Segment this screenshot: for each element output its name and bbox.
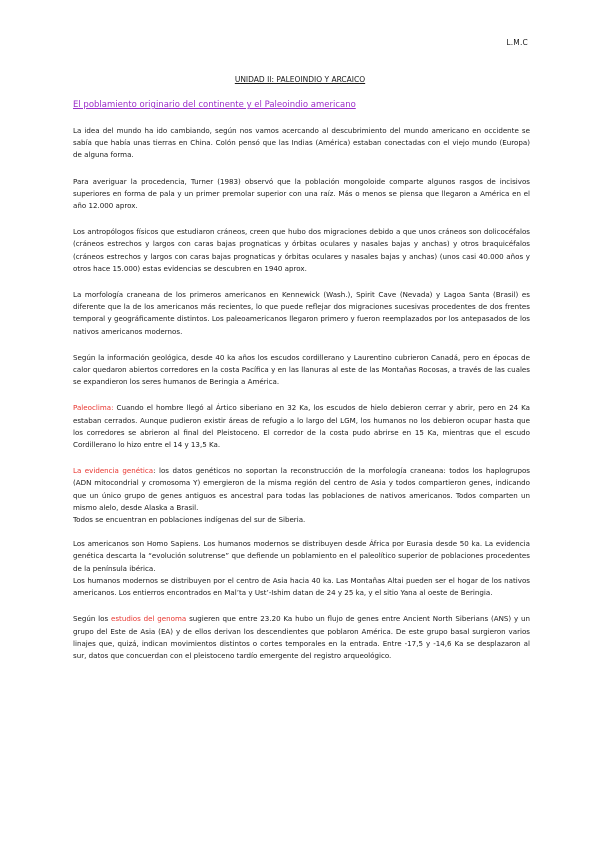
paragraph-geology: Según la información geológica, desde 40 ka años los escudos cordillerano y Laurentino cubrieron Canadá, pero en épocas de calor quedaron abiertos corredores en la costa Pacífica y en las llanuras al este de las Montañas Rocosas, a través de las cuales se expandieron los seres humanos de Beringia a América. xyxy=(73,352,530,387)
homo-sapiens-text: Los americanos son Homo Sapiens. Los humanos modernos se distribuyen desde África por Eurasia desde 50 ka. La evidencia genética descarta la “evolución solutrense” que defiende un poblamiento en el paleolítico superior de poblaciones procedentes de la península ibérica. xyxy=(73,539,530,573)
paragraph-morphology: La morfología craneana de los primeros americanos en Kennewick (Wash.), Spirit Cave (Nevada) y Lagoa Santa (Brasil) es diferente que la de los americanos más recientes, lo que puede reflejar dos migraciones sucesivas procedentes de dos frentes temporal y geográficamente distintos. Los paleoamericanos llegaron primero y fueron reemplazados por los antepasados de los nativos americanos modernos. xyxy=(73,290,530,336)
paragraph-homo-sapiens xyxy=(73,538,530,599)
unit-title: UNIDAD II: PALEOINDIO Y ARCAICO xyxy=(234,75,366,84)
genome-pre-text: Según los xyxy=(73,614,111,624)
paragraph-craniums: Los antropólogos físicos que estudiaron cráneos, creen que hubo dos migraciones debido a que unos cráneos son dolicocéfalos (cráneos estrechos y largos con caras bajas prognaticas y órbitas oculares y nasales bajas y anchas) y otros braquicéfalos (cráneos estrechos y largos con caras bajas prognaticas y órbitas oculares y nasales bajas y anchas) (unos casi 40.000 años y otros hace 15.000) estas evidencias se descubren en 1940 aprox. xyxy=(73,227,530,273)
document-body xyxy=(73,125,530,676)
paragraph-genome xyxy=(73,613,530,662)
paleoclimate-label: Paleoclima: xyxy=(73,403,114,413)
section-title: El poblamiento originario del continente y el Paleoindio americano xyxy=(73,100,356,110)
paragraph-paleoclimate xyxy=(73,402,530,451)
central-asia-text: Los humanos modernos se distribuyen por el centro de Asia hacia 40 ka. Las Montañas Altai pueden ser el hogar de los nativos americanos. Los entierros encontrados en Mal’ta y Ust’-Ishim datan de 24 y 25 ka, y el sitio Yana al oeste de Beringia. xyxy=(73,575,530,598)
author-initials: L.M.C xyxy=(506,38,528,47)
genetic-text: : los datos genéticos no soportan la reconstrucción de la morfología craneana: todos los haplogrupos (ADN mitocondrial y cromosoma Y) emergieron de la misma región del centro de Asia y todos compartieron genes, indicando que un único grupo de genes antiguos es ancestral para todas las poblaciones de nativos americanos. Todos comparten un mismo alelo, desde Alaska a Brasil. xyxy=(73,466,530,512)
genome-text: sugieren que entre 23.20 Ka hubo un flujo de genes entre Ancient North Siberians (ANS) y un grupo del Este de Asia (EA) y de ellos derivan los descendientes que poblaron América. De este grupo basal surgieron varios linajes que, quizá, indican movimientos distintos o cortes temporales en la entrada. Entre -17,5 y -14,6 Ka se desplazaron al sur, datos que concuerdan con el pleistoceno tardío emergente del registro arqueológico. xyxy=(73,614,530,660)
genome-label: estudios del genoma xyxy=(111,614,187,624)
paragraph-turner: Para averiguar la procedencia, Turner (1983) observó que la población mongoloide comparte algunos rasgos de incisivos superiores en forma de pala y un primer premolar superior con una raíz. Más o menos se piensa que llegaron a América en el año 12.000 aprox. xyxy=(73,176,530,211)
genetic-label: La evidencia genética xyxy=(73,466,154,476)
genetic-siberia-text: Todos se encuentran en poblaciones indígenas del sur de Siberia. xyxy=(73,515,306,525)
paragraph-intro: La idea del mundo ha ido cambiando, según nos vamos acercando al descubrimiento del mundo americano en occidente se sabía que había unas tierras en China. Colón pensó que las Indias (América) estaban conectadas con el viejo mundo (Europa) de alguna forma. xyxy=(73,126,530,160)
paragraph-genetic xyxy=(73,465,530,526)
paleoclimate-text: Cuando el hombre llegó al Ártico siberiano en 32 Ka, los escudos de hielo debieron cerrar y abrir, pero en 24 Ka estaban cerrados. Aunque pudieron existir áreas de refugio a lo largo del LGM, los humanos no los debieron ocupar hasta que los corredores se abrieron al final del Pleistoceno. El corredor de la costa pudo abrirse en 15 Ka, mientras que el escudo Cordillerano lo hizo entre el 14 y 13,5 Ka. xyxy=(73,403,530,450)
